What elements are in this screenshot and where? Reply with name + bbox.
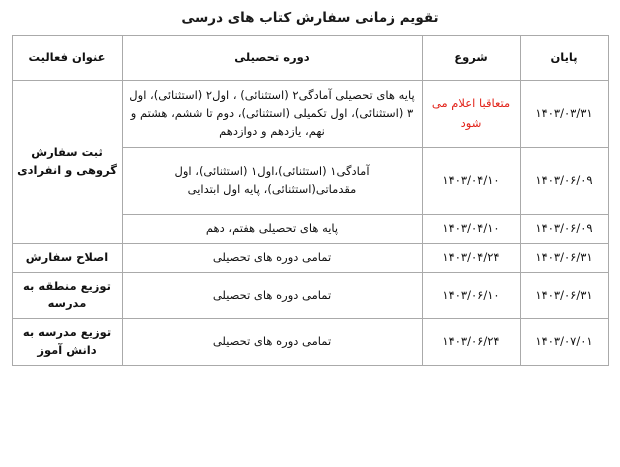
- table-row: [12, 81, 608, 148]
- column-header-activity: عنوان فعالیت: [12, 36, 122, 81]
- column-header-start: شروع: [422, 36, 520, 81]
- cell-start-date: متعاقبا اعلام می شود: [422, 81, 520, 148]
- cell-course: تمامی دوره های تحصیلی: [122, 243, 422, 272]
- cell-course: پایه های تحصیلی هفتم، دهم: [122, 215, 422, 244]
- cell-start-date: ۱۴۰۳/۰۶/۲۴: [422, 319, 520, 366]
- cell-end-date: ۱۴۰۳/۰۳/۳۱: [520, 81, 608, 148]
- table-row: [12, 243, 608, 272]
- cell-course: تمامی دوره های تحصیلی: [122, 319, 422, 366]
- table-header: [12, 36, 608, 81]
- cell-activity: توزیع منطقه به مدرسه: [12, 272, 122, 319]
- cell-activity: توزیع مدرسه به دانش آموز: [12, 319, 122, 366]
- cell-end-date: ۱۴۰۳/۰۶/۰۹: [520, 148, 608, 215]
- cell-end-date: ۱۴۰۳/۰۶/۳۱: [520, 272, 608, 319]
- page-title: تقویم زمانی سفارش کتاب های درسی: [181, 10, 439, 26]
- column-header-end: پایان: [520, 36, 608, 81]
- cell-course: تمامی دوره های تحصیلی: [122, 272, 422, 319]
- table-body: [12, 81, 608, 366]
- cell-course: آمادگی۱ (استثنائی)،اول۱ (استثنائی)، اول مقدماتی(استثنائی)، پایه اول ابتدایی: [122, 148, 422, 215]
- cell-start-date: ۱۴۰۳/۰۴/۱۰: [422, 215, 520, 244]
- cell-start-date: ۱۴۰۳/۰۴/۱۰: [422, 148, 520, 215]
- table-header-row: [12, 36, 608, 81]
- cell-activity: ثبت سفارش گروهی و انفرادی: [12, 81, 122, 244]
- cell-course: پایه های تحصیلی آمادگی۲ (استثنائی) ، اول۲ (استثنائی)، اول ۳ (استثنائی)، اول تکمیلی (استثنائی)، دوم تا ششم، هشتم و نهم، یازدهم و دوازدهم: [122, 81, 422, 148]
- cell-start-date: ۱۴۰۳/۰۶/۱۰: [422, 272, 520, 319]
- table-row: [12, 272, 608, 319]
- schedule-table: [12, 35, 609, 366]
- table-row: [12, 319, 608, 366]
- cell-end-date: ۱۴۰۳/۰۶/۰۹: [520, 215, 608, 244]
- cell-start-date: ۱۴۰۳/۰۴/۲۴: [422, 243, 520, 272]
- cell-activity: اصلاح سفارش: [12, 243, 122, 272]
- cell-end-date: ۱۴۰۳/۰۷/۰۱: [520, 319, 608, 366]
- column-header-course: دوره تحصیلی: [122, 36, 422, 81]
- cell-end-date: ۱۴۰۳/۰۶/۳۱: [520, 243, 608, 272]
